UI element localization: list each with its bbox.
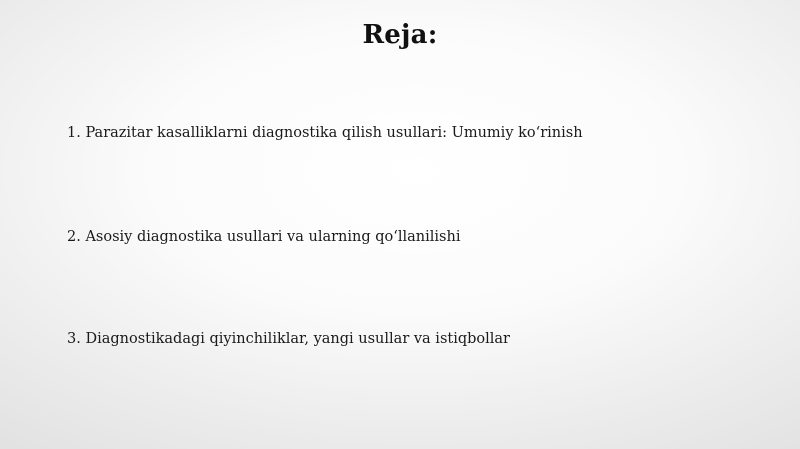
slide-title: Reja: xyxy=(362,20,438,50)
plan-item-2: 2. Asosiy diagnostika usullari va ularning qo‘llanilishi xyxy=(67,229,461,245)
plan-item-3: 3. Diagnostikadagi qiyinchiliklar, yangi usullar va istiqbollar xyxy=(67,331,510,347)
plan-item-1: 1. Parazitar kasalliklarni diagnostika qilish usullari: Umumiy ko‘rinish xyxy=(67,125,583,141)
